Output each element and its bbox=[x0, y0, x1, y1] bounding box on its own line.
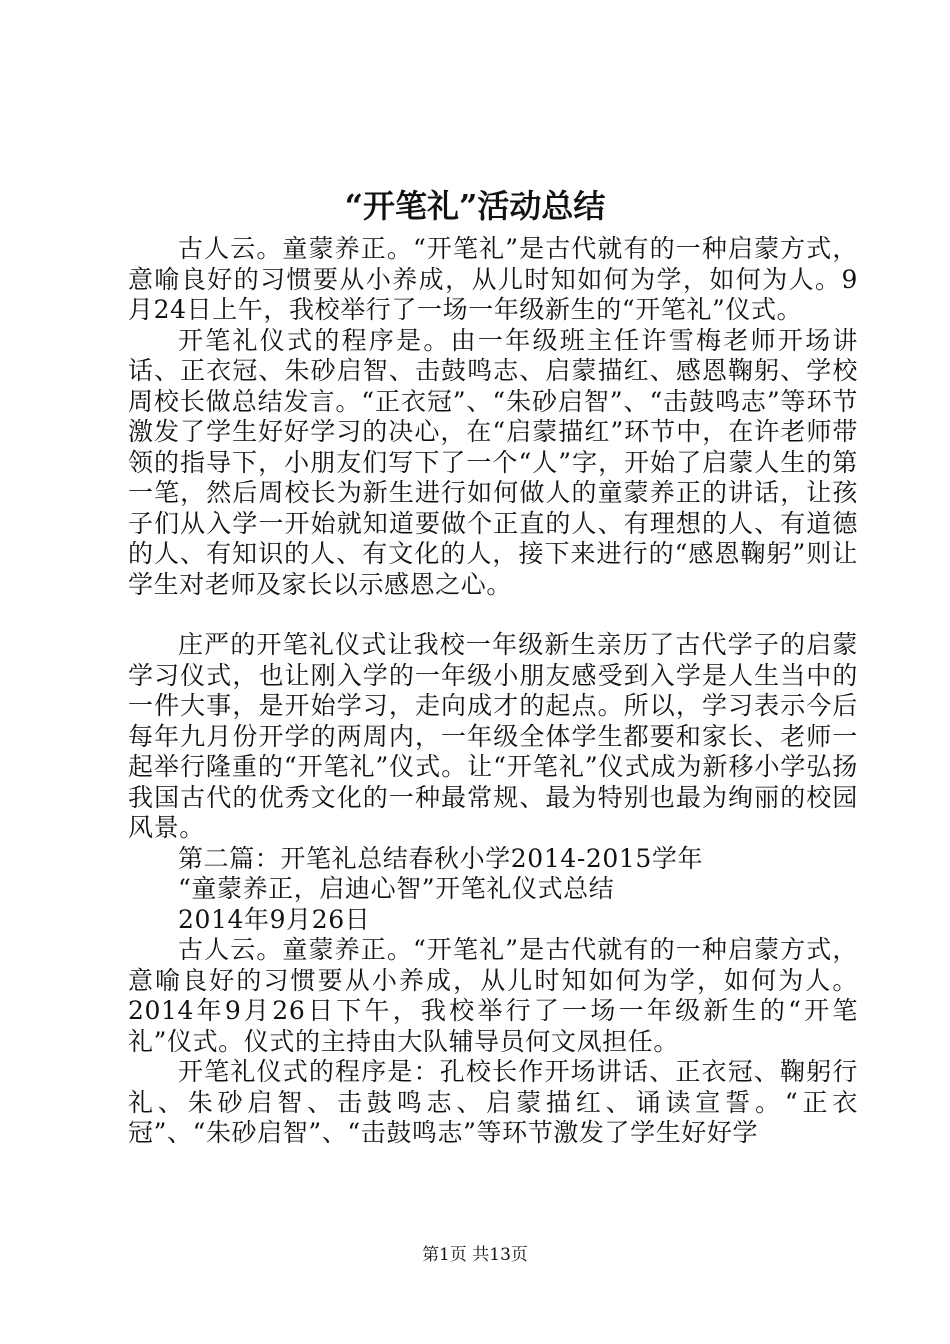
section-heading: 第二篇：开笔礼总结春秋小学2014-2015学年 bbox=[178, 843, 704, 873]
page-footer: 第1页 共13页 bbox=[422, 1245, 528, 1265]
paragraph: 开笔礼仪式的程序是。由一年级班主任许雪梅老师开场讲话、正衣冠、朱砂启智、击鼓鸣志、启蒙描红、感恩鞠躬、学校周校长做总结发言。“正衣冠”、“朱砂启智”、“击鼓鸣志”等环节激发了学生好好学习的决心，在“启蒙描红”环节中，在许老师带领的指导下，小朋友们写下了一个“人”字，开始了启蒙人生的第一笔，然后周校长为新生进行如何做人的童蒙养正的讲话，让孩子们从入学一开始就知道要做个正直的人、有理想的人、有道德的人、有知识的人、有文化的人，接下来进行的“感恩鞠躬”则让学生对老师及家长以示感恩之心。 bbox=[128, 325, 858, 599]
section-date: 2014年9月26日 bbox=[178, 904, 371, 934]
paragraph: 开笔礼仪式的程序是：孔校长作开场讲话、正衣冠、鞠躬行礼、朱砂启智、击鼓鸣志、启蒙描红、诵读宣誓。“正衣冠”、“朱砂启智”、“击鼓鸣志”等环节激发了学生好好学 bbox=[128, 1057, 858, 1147]
section-subtitle: “童蒙养正，启迪心智”开笔礼仪式总结 bbox=[178, 874, 615, 903]
document-title: “开笔礼”活动总结 bbox=[344, 187, 606, 225]
paragraph: 古人云。童蒙养正。“开笔礼”是古代就有的一种启蒙方式，意喻良好的习惯要从小养成，从儿时知如何为学，如何为人。2014年9月26日下午，我校举行了一场一年级新生的“开笔礼”仪式。仪式的主持由大队辅导员何文凤担任。 bbox=[128, 935, 858, 1056]
paragraph: 古人云。童蒙养正。“开笔礼”是古代就有的一种启蒙方式，意喻良好的习惯要从小养成，从儿时知如何为学，如何为人。9月24日上午，我校举行了一场一年级新生的“开笔礼”仪式。 bbox=[128, 234, 858, 324]
paragraph: 庄严的开笔礼仪式让我校一年级新生亲历了古代学子的启蒙学习仪式，也让刚入学的一年级小朋友感受到入学是人生当中的一件大事，是开始学习，走向成才的起点。所以，学习表示今后每年九月份开学的两周内，一年级全体学生都要和家长、老师一起举行隆重的“开笔礼”仪式。让“开笔礼”仪式成为新移小学弘扬我国古代的优秀文化的一种最常规、最为特别也最为绚丽的校园风景。 bbox=[128, 630, 858, 842]
document-body bbox=[128, 234, 858, 1149]
